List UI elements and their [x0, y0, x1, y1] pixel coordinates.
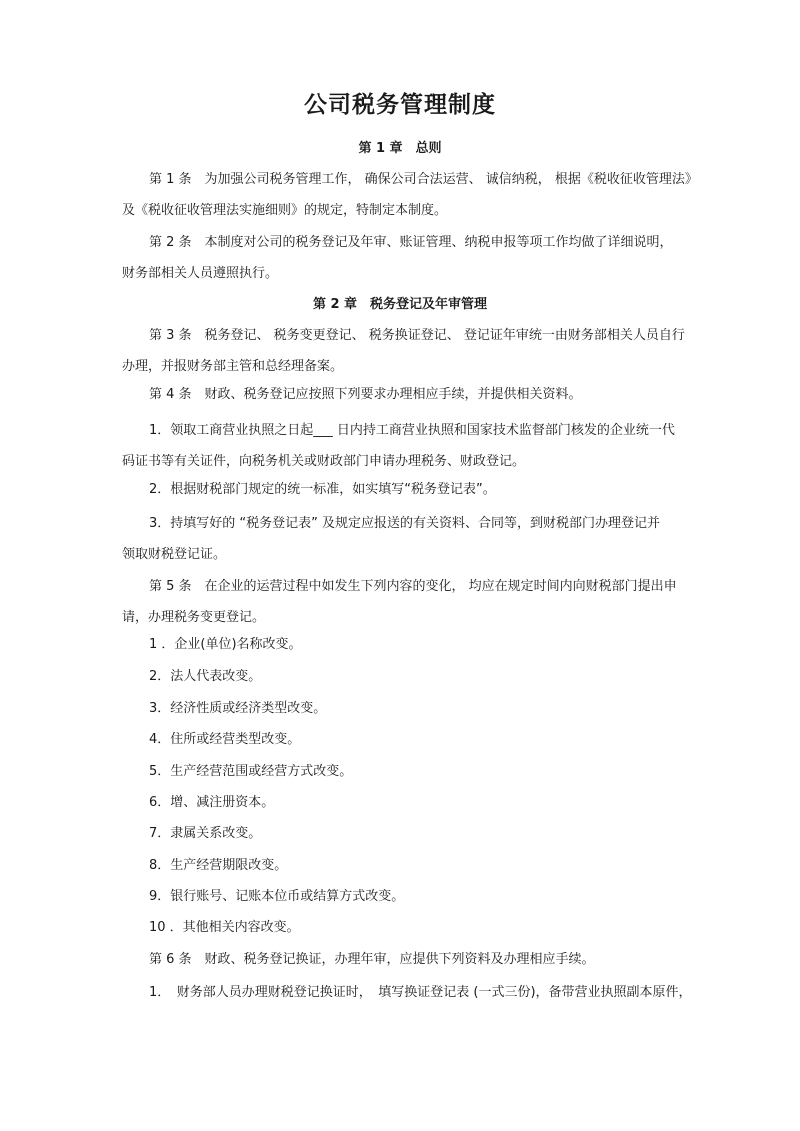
article-4-item-1-line-1: 1．领取工商营业执照之日起___ 日内持工商营业执照和国家技术监督部门核发的企业统一代 [149, 423, 675, 438]
article-4-item-3-line-1: 3．持填写好的 “税务登记表” 及规定应报送的有关资料、合同等，到财税部门办理登记并 [149, 516, 661, 531]
document-title: 公司税务管理制度 [304, 92, 496, 118]
article-1-line-1: 第 1 条 为加强公司税务管理工作， 确保公司合法运营、 诚信纳税， 根据《税收征收管理法》 [149, 172, 698, 187]
article-5-line-2: 请，办理税务变更登记。 [122, 610, 266, 625]
article-4-item-2: 2．根据财税部门规定的统一标准，如实填写“税务登记表”。 [149, 482, 496, 497]
article-6-item-1-line-1: 1． 财务部人员办理财税登记换证时， 填写换证登记表 (一式三份)，备带营业执照副本原件， [149, 985, 692, 1000]
list-item: 9．银行账号、记账本位币或结算方式改变。 [149, 889, 405, 904]
list-item: 2．法人代表改变。 [149, 669, 262, 684]
list-item: 6．增、减注册资本。 [149, 795, 275, 810]
article-2-line-2: 财务部相关人员遵照执行。 [122, 266, 279, 281]
article-1-line-2: 及《税收征收管理法实施细则》的规定，特制定本制度。 [122, 203, 448, 218]
list-item: 5．生产经营范围或经营方式改变。 [149, 764, 353, 779]
chapter-1-heading: 第 1 章 总则 [358, 141, 442, 156]
list-item: 1 ．企业(单位)名称改变。 [149, 637, 302, 652]
article-4-item-1-line-2: 码证书等有关证件，向税务机关或财政部门申请办理税务、财政登记。 [122, 454, 526, 469]
list-item: 3．经济性质或经济类型改变。 [149, 701, 327, 716]
article-3-line-2: 办理，并报财务部主管和总经理备案。 [122, 359, 344, 374]
article-6-line-1: 第 6 条 财政、税务登记换证，办理年审，应提供下列资料及办理相应手续。 [149, 952, 595, 967]
list-item: 7．隶属关系改变。 [149, 826, 262, 841]
list-item: 8．生产经营期限改变。 [149, 858, 288, 873]
article-2-line-1: 第 2 条 本制度对公司的税务登记及年审、账证管理、纳税申报等项工作均做了详细说明， [149, 235, 673, 250]
list-item: 4．住所或经营类型改变。 [149, 732, 301, 747]
chapter-2-heading: 第 2 章 税务登记及年审管理 [312, 297, 488, 312]
article-4-line-1: 第 4 条 财政、税务登记应按照下列要求办理相应手续，并提供相关资料。 [149, 387, 582, 402]
list-item: 10 ．其他相关内容改变。 [149, 920, 300, 935]
article-4-item-3-line-2: 领取财税登记证。 [122, 547, 227, 562]
article-3-line-1: 第 3 条 税务登记、 税务变更登记、 税务换证登记、 登记证年审统一由财务部相关人员自行 [149, 328, 685, 343]
article-5-line-1: 第 5 条 在企业的运营过程中如发生下列内容的变化， 均应在规定时间内向财税部门提出申 [149, 579, 677, 594]
